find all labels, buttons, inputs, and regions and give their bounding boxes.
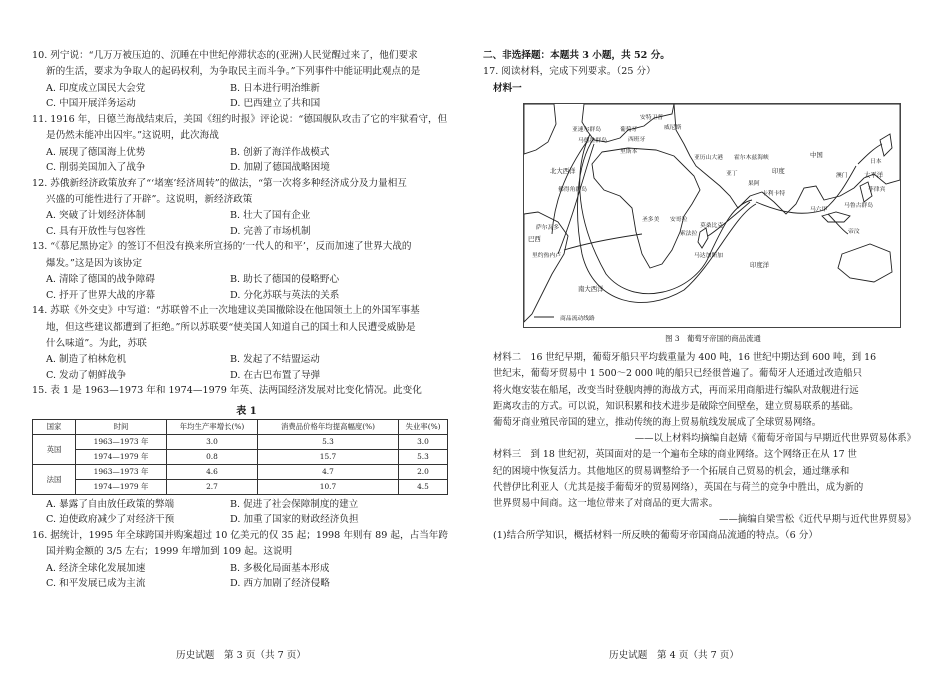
material-3 bbox=[483, 447, 920, 528]
q10-stem-2: 新的生活，要求为争取人的起码权利，为争取民主而斗争。”下列事件中能证明此观点的是 bbox=[46, 66, 421, 78]
route-goa-mozambique bbox=[708, 202, 750, 236]
cell-period: 1974—1979 年 bbox=[76, 479, 167, 494]
economy-table bbox=[32, 419, 448, 495]
cell-unemployment: 4.5 bbox=[399, 479, 448, 494]
q12-stem-2: 兴盛的可能性进行了开辟”。这说明，新经济政策 bbox=[46, 194, 253, 206]
q12-option-a[interactable]: A. 突破了计划经济体制 bbox=[46, 210, 146, 222]
q16-stem-2: 国并购金额的 3/5 左右；1999 年增加到 109 起。这说明 bbox=[46, 546, 293, 558]
page-footer-left: 历史试题 第 3 页（共 7 页） bbox=[176, 650, 306, 661]
label-venice: 威尼斯 bbox=[664, 125, 682, 132]
material-1-label: 材料一 bbox=[493, 82, 522, 94]
q16-option-d[interactable]: D. 西方加剧了经济侵略 bbox=[230, 578, 330, 590]
australia-landmass bbox=[838, 244, 892, 282]
label-pacific: 太平洋 bbox=[864, 171, 884, 180]
q11-stem-1: 11. 1916 年，日德兰海战结束后，美国《纽约时报》评论说：“德国舰队攻击了它的牢狱看守，但 bbox=[32, 113, 448, 125]
q16-option-a[interactable]: A. 经济全球化发展加速 bbox=[46, 562, 146, 574]
q15-option-d[interactable]: D. 加重了国家的财政经济负担 bbox=[230, 514, 359, 526]
q14-option-a[interactable]: A. 制造了柏林危机 bbox=[46, 354, 127, 366]
cell-growth: 2.7 bbox=[167, 479, 258, 494]
cell-price: 10.7 bbox=[258, 479, 399, 494]
material-2-line: 材料二 16 世纪早期，葡萄牙船只平均载重量为 400 吨，16 世纪中期达到 600 吨，到 16 bbox=[493, 352, 877, 364]
q14-option-b[interactable]: B. 发起了不结盟运动 bbox=[230, 354, 320, 366]
madagascar-island bbox=[698, 228, 708, 248]
material-2-line: 距离攻击的方式。可以说，知识积累和技术进步是破除空间壁垒，建立贸易联系的基础。 bbox=[493, 400, 859, 412]
cell-price: 15.7 bbox=[258, 449, 399, 464]
q15-stem-1: 15. 表 1 是 1963—1973 年和 1974—1979 年英、法两国经济发展对比变化情况。此变化 bbox=[32, 385, 422, 397]
header-unemployment: 失业率(%) bbox=[399, 419, 448, 434]
q13-stem-1: 13. “《慕尼黑协定》的签订不但没有换来所宣扬的‘一代人的和平’，反而加速了世界大战的 bbox=[32, 241, 412, 253]
q16-options bbox=[32, 561, 461, 592]
material-3-line: 代替伊比利亚人（尤其是接手葡萄牙的贸易网络），英国在与荷兰的竞争中胜出，成为新的 bbox=[493, 481, 864, 493]
label-hormuz: 霍尔木兹海峡 bbox=[734, 155, 769, 162]
label-brazil: 巴西 bbox=[528, 235, 541, 244]
q17-stem: 17. 阅读材料，完成下列要求。（25 分） bbox=[483, 66, 656, 78]
table-row bbox=[33, 449, 448, 464]
cell-country: 法国 bbox=[33, 464, 76, 494]
label-aden: 亚丁 bbox=[726, 171, 738, 178]
q12-option-c[interactable]: C. 具有开放性与包容性 bbox=[46, 225, 146, 237]
q14-option-d[interactable]: D. 在古巴布置了导弹 bbox=[230, 369, 321, 381]
cell-price: 4.7 bbox=[258, 464, 399, 479]
label-mozambique: 莫桑比克 bbox=[700, 223, 724, 230]
q12-option-b[interactable]: B. 壮大了国有企业 bbox=[230, 210, 311, 222]
header-country: 国家 bbox=[33, 419, 76, 434]
q10-options bbox=[32, 81, 461, 112]
material-2-line: 世纪末，葡萄牙贸易中 1 500～2 000 吨的船只已经很普遍了。葡萄牙人还通过改造船只 bbox=[493, 368, 863, 380]
page-4 bbox=[475, 0, 950, 688]
label-salvador: 萨尔瓦多 bbox=[536, 225, 560, 232]
q13-option-d[interactable]: D. 分化苏联与英法的关系 bbox=[230, 289, 340, 301]
label-portugal: 葡萄牙 bbox=[620, 127, 638, 134]
label-lisbon: 里斯本 bbox=[620, 149, 638, 156]
q10-option-d[interactable]: D. 巴西建立了共和国 bbox=[230, 98, 321, 110]
cell-unemployment: 3.0 bbox=[399, 434, 448, 449]
north-america-landmass bbox=[524, 104, 556, 154]
q10-option-b[interactable]: B. 日本进行明治维新 bbox=[230, 82, 320, 94]
cell-country: 英国 bbox=[33, 434, 76, 464]
q14-option-c[interactable]: C. 发动了朝鲜战争 bbox=[46, 369, 127, 381]
q15-option-c[interactable]: C. 迫使政府减少了对经济干预 bbox=[46, 514, 175, 526]
cell-price: 5.3 bbox=[258, 434, 399, 449]
cell-period: 1963—1973 年 bbox=[76, 434, 167, 449]
material-3-line: 材料三 到 18 世纪初，英国面对的是一个遍布全球的商业网络。这个网络正在从 17 世 bbox=[493, 449, 857, 461]
q10-stem-1: 10. 列宁说：“几万万被压迫的、沉睡在中世纪停滞状态的(亚洲)人民觉醒过来了，他们要求 bbox=[32, 50, 418, 61]
q13-option-a[interactable]: A. 清除了德国的战争障碍 bbox=[46, 274, 155, 286]
label-cabo-verde: 佛得角群岛 bbox=[558, 187, 587, 194]
q16-stem-1: 16. 据统计，1995 年全球跨国并购案超过 10 亿美元的仅 35 起；1998 年则有 89 起，占当年跨 bbox=[32, 529, 448, 541]
label-timor: 帝汶 bbox=[848, 229, 860, 236]
q14-stem-1: 14. 苏联《外交史》中写道：“苏联曾不止一次地建议美国撤除设在他国领土上的外国军事基 bbox=[32, 305, 420, 317]
cell-unemployment: 2.0 bbox=[399, 464, 448, 479]
q11-options bbox=[32, 145, 461, 176]
cell-growth: 3.0 bbox=[167, 434, 258, 449]
material-2-line: 将火炮安装在船尾，改变当时登舰肉搏的海战方式，再而采用商船进行编队对敌舰进行远 bbox=[493, 384, 859, 396]
africa-landmass bbox=[592, 148, 700, 268]
q11-option-a[interactable]: A. 展现了德国海上优势 bbox=[46, 146, 146, 158]
cell-unemployment: 5.3 bbox=[399, 449, 448, 464]
q14-stem-2: 地，但这些建议都遭到了拒绝。”所以苏联要“使美国人知道自己的国土和人民遭受威胁是 bbox=[46, 321, 416, 333]
q15-option-a[interactable]: A. 暴露了自由放任政策的弊端 bbox=[46, 498, 175, 510]
table-caption: 表 1 bbox=[236, 405, 257, 417]
material-3-line: 纪的困境中恢复活力。其他地区的贸易调整给予一个拓展自己贸易的机会，通过继承和 bbox=[493, 465, 850, 477]
label-rio: 里约热内卢 bbox=[532, 253, 561, 260]
q12-option-d[interactable]: D. 完善了市场机制 bbox=[230, 225, 311, 237]
label-sofala: 索法拉 bbox=[680, 231, 698, 238]
trade-map bbox=[523, 103, 901, 328]
q13-option-b[interactable]: B. 助长了德国的侵略野心 bbox=[230, 274, 340, 286]
task-1: (1)结合所学知识，概括材料一所反映的葡萄牙帝国商品流通的特点。（6 分） bbox=[493, 530, 818, 542]
label-macau: 澳门 bbox=[836, 173, 848, 180]
label-philippines: 菲律宾 bbox=[868, 187, 886, 194]
page-footer-right: 历史试题 第 4 页（共 7 页） bbox=[609, 650, 739, 661]
label-alexandria: 亚历山大港 bbox=[694, 155, 723, 162]
header-price: 消费品价格年均提高幅度(%) bbox=[258, 419, 399, 434]
q11-option-c[interactable]: C. 削弱美国加入了战争 bbox=[46, 162, 146, 174]
material-3-line: 世界贸易中间商。这一地位带来了对商品的更大需求。 bbox=[493, 498, 719, 510]
header-growth: 年均生产率增长(%) bbox=[167, 419, 258, 434]
q10-option-a[interactable]: A. 印度成立国民大会党 bbox=[46, 82, 146, 94]
label-indian-ocean: 印度洋 bbox=[750, 261, 770, 270]
table-row bbox=[33, 464, 448, 479]
label-north-atlantic: 北大西洋 bbox=[550, 167, 576, 176]
label-spain: 西班牙 bbox=[628, 137, 646, 144]
q13-options bbox=[32, 272, 461, 303]
table-header-row bbox=[33, 419, 448, 434]
cell-growth: 0.8 bbox=[167, 449, 258, 464]
label-moluccas: 马鲁古群岛 bbox=[844, 203, 873, 210]
table-row bbox=[33, 479, 448, 494]
q11-stem-2: 是仍然未能冲出囚牢。”这说明，此次海战 bbox=[46, 130, 219, 142]
q14-stem-3: 什么味道”。为此，苏联 bbox=[46, 338, 147, 350]
q12-stem-1: 12. 苏俄新经济政策放弃了“‘堵塞’经济周转”的做法，“第一次将多种经济成分及力量相互 bbox=[32, 177, 407, 189]
q12-options bbox=[32, 208, 461, 239]
label-antwerp: 安特卫普 bbox=[640, 115, 664, 122]
q13-option-c[interactable]: C. 抒开了世界大战的序幕 bbox=[46, 289, 156, 301]
indonesia-islands bbox=[822, 212, 850, 222]
label-india: 印度 bbox=[772, 167, 785, 176]
map-caption: 图 3 葡萄牙帝国的商品流通 bbox=[665, 334, 761, 344]
label-south-atlantic: 南大西洋 bbox=[578, 285, 604, 294]
label-azores: 亚速尔群岛 bbox=[572, 127, 601, 134]
label-china: 中国 bbox=[810, 151, 823, 160]
material-2-line: 葡萄牙商业殖民帝国的建立，推动传统的海上贸易航线发展成了全球贸易网络。 bbox=[493, 417, 822, 429]
q15-option-b[interactable]: B. 促进了社会保障制度的建立 bbox=[230, 498, 359, 510]
label-goa: 果阿 bbox=[748, 181, 760, 188]
q11-option-d[interactable]: D. 加剧了德国战略困境 bbox=[230, 162, 330, 174]
q10-option-c[interactable]: C. 中国开展洋务运动 bbox=[46, 98, 136, 110]
section-title: 二、非选择题：本题共 3 小题，共 52 分。 bbox=[483, 50, 670, 61]
q13-stem-2: 爆发。”这是因为该协定 bbox=[46, 257, 143, 269]
label-malacca: 马六甲 bbox=[810, 207, 828, 214]
q16-option-c[interactable]: C. 和平发展已成为主流 bbox=[46, 578, 146, 590]
q11-option-b[interactable]: B. 创新了海洋作战模式 bbox=[230, 146, 330, 158]
cell-period: 1963—1973 年 bbox=[76, 464, 167, 479]
label-madagascar: 马达加斯加 bbox=[694, 253, 723, 260]
label-calicut: 卡利卡特 bbox=[762, 191, 786, 198]
material-2-source: ——以上材料均摘编自赵婧《葡萄牙帝国与早期近代世界贸易体系》 bbox=[634, 433, 916, 445]
cell-growth: 4.6 bbox=[167, 464, 258, 479]
label-japan: 日本 bbox=[870, 159, 882, 166]
label-legend: 商品流动线路 bbox=[560, 316, 595, 323]
label-saotome: 圣多美 bbox=[642, 217, 660, 224]
label-madeira: 马德拉群岛 bbox=[578, 138, 607, 145]
table-row bbox=[33, 434, 448, 449]
route-angola-brazil bbox=[564, 234, 642, 250]
header-period: 时间 bbox=[76, 419, 167, 434]
label-angola: 安哥拉 bbox=[670, 217, 688, 224]
material-3-source: ——摘编自梁雪松《近代早期与近代世界贸易》 bbox=[719, 514, 916, 526]
cell-period: 1974—1979 年 bbox=[76, 449, 167, 464]
q15-options bbox=[32, 497, 461, 528]
q14-options bbox=[32, 352, 461, 383]
material-2 bbox=[483, 350, 920, 447]
q16-option-b[interactable]: B. 多极化局面基本形成 bbox=[230, 562, 330, 574]
